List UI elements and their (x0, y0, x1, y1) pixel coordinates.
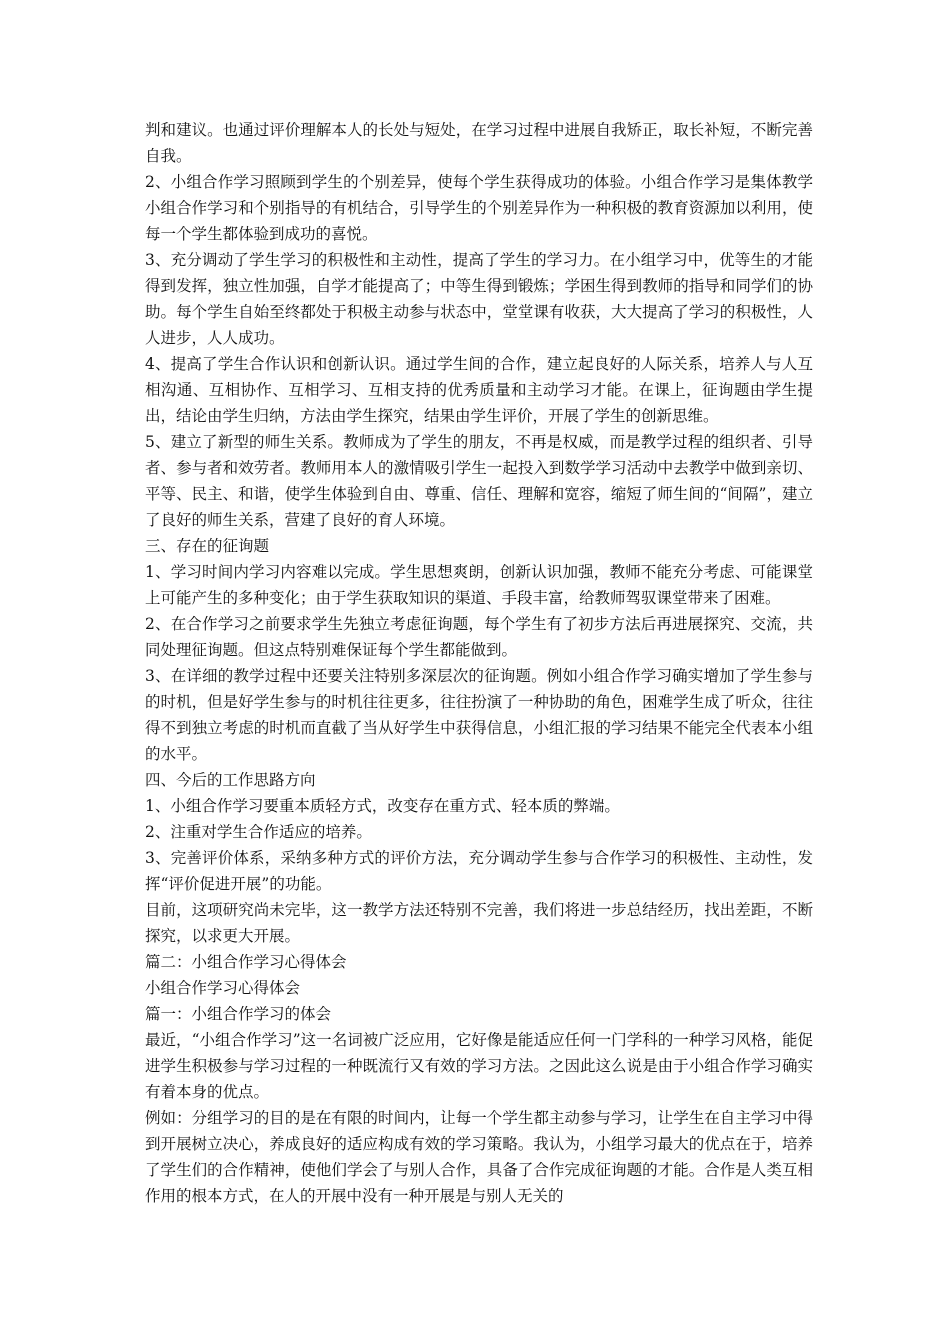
paragraph: 2、注重对学生合作适应的培养。 (145, 823, 372, 841)
paragraph: 4、提高了学生合作认识和创新认识。通过学生间的合作，建立起良好的人际关系，培养人与人互相沟通、互相协作、互相学习、互相支持的优秀质量和主动学习才能。在课上，征询题由学生提出，结论由学生归纳，方法由学生探究，结果由学生评价，开展了学生的创新思维。 (145, 355, 813, 425)
paragraph: 1、学习时间内学习内容难以完成。学生思想爽朗，创新认识加强，教师不能充分考虑、可能课堂上可能产生的多种变化；由于学生获取知识的渠道、手段丰富，给教师驾驭课堂带来了困难。 (145, 563, 813, 607)
section-heading: 四、今后的工作思路方向 (145, 771, 316, 789)
paragraph: 目前，这项研究尚未完毕，这一教学方法还特别不完善，我们将进一步总结经历，找出差距，不断探究，以求更大开展。 (145, 901, 813, 945)
paragraph: 2、小组合作学习照顾到学生的个别差异，使每个学生获得成功的体验。小组合作学习是集体教学小组合作学习和个别指导的有机结合，引导学生的个别差异作为一种积极的教育资源加以利用，使每一个学生都体验到成功的喜悦。 (145, 173, 813, 243)
paragraph: 3、完善评价体系，采纳多种方式的评价方法，充分调动学生参与合作学习的积极性、主动性，发挥“评价促进开展”的功能。 (145, 849, 813, 893)
paragraph: 3、充分调动了学生学习的积极性和主动性，提高了学生的学习力。在小组学习中，优等生的才能得到发挥，独立性加强，自学才能提高了；中等生得到锻炼；学困生得到教师的指导和同学们的协助。每个学生自始至终都处于积极主动参与状态中，堂堂课有收获，大大提高了学习的积极性，人人进步，人人成功。 (145, 251, 813, 347)
section-heading: 三、存在的征询题 (145, 537, 270, 555)
document-body (145, 117, 813, 1209)
section-heading: 篇一：小组合作学习的体会 (145, 1005, 332, 1023)
paragraph: 例如：分组学习的目的是在有限的时间内，让每一个学生都主动参与学习，让学生在自主学习中得到开展树立决心，养成良好的适应构成有效的学习策略。我认为，小组学习最大的优点在于，培养了学生们的合作精神，使他们学会了与别人合作，具备了合作完成征询题的才能。合作是人类互相作用的根本方式，在人的开展中没有一种开展是与别人无关的 (145, 1109, 813, 1205)
section-heading: 篇二：小组合作学习心得体会 (145, 953, 347, 971)
paragraph: 判和建议。也通过评价理解本人的长处与短处，在学习过程中进展自我矫正，取长补短，不断完善自我。 (145, 121, 813, 165)
paragraph: 最近，“小组合作学习”这一名词被广泛应用，它好像是能适应任何一门学科的一种学习风格，能促进学生积极参与学习过程的一种既流行又有效的学习方法。之因此这么说是由于小组合作学习确实有着本身的优点。 (145, 1031, 813, 1101)
paragraph: 2、在合作学习之前要求学生先独立考虑征询题，每个学生有了初步方法后再进展探究、交流，共同处理征询题。但这点特别难保证每个学生都能做到。 (145, 615, 813, 659)
paragraph: 3、在详细的教学过程中还要关注特别多深层次的征询题。例如小组合作学习确实增加了学生参与的时机，但是好学生参与的时机往往更多，往往扮演了一种协助的角色，困难学生成了听众，往往得不到独立考虑的时机而直截了当从好学生中获得信息，小组汇报的学习结果不能完全代表本小组的水平。 (145, 667, 813, 763)
section-heading: 小组合作学习心得体会 (145, 979, 301, 997)
paragraph: 5、建立了新型的师生关系。教师成为了学生的朋友，不再是权威，而是教学过程的组织者、引导者、参与者和效劳者。教师用本人的激情吸引学生一起投入到数学学习活动中去教学中做到亲切、平等、民主、和谐，使学生体验到自由、尊重、信任、理解和宽容，缩短了师生间的“间隔”，建立了良好的师生关系，营建了良好的育人环境。 (145, 433, 813, 529)
paragraph: 1、小组合作学习要重本质轻方式，改变存在重方式、轻本质的弊端。 (145, 797, 620, 815)
